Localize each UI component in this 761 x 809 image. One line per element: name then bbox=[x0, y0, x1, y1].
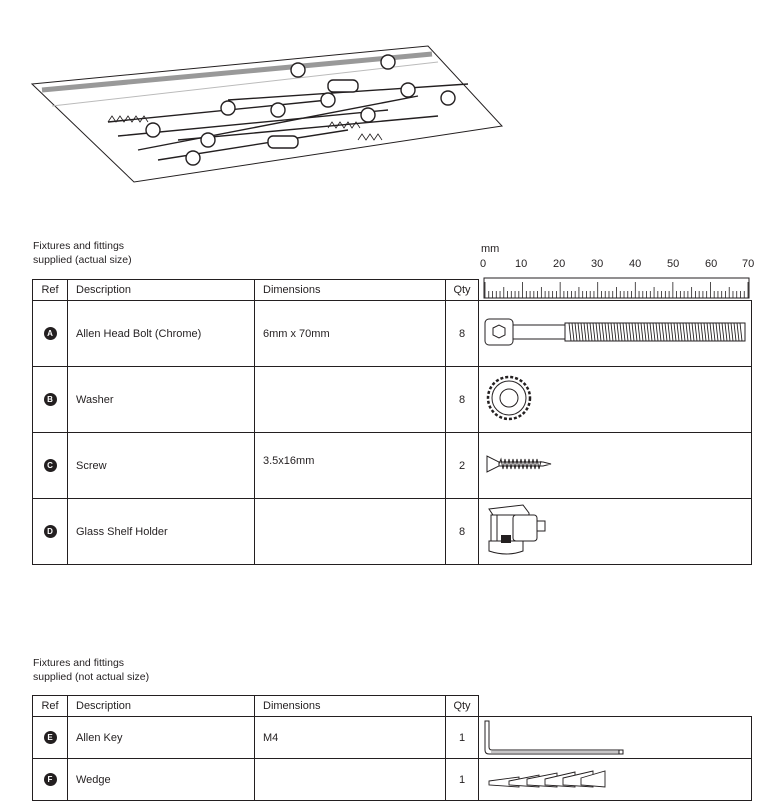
row-dimensions bbox=[255, 367, 446, 433]
header-description: Description bbox=[68, 696, 255, 717]
fittings-bag-illustration bbox=[28, 40, 508, 190]
row-description: Washer bbox=[68, 367, 255, 433]
row-description: Allen Key bbox=[68, 717, 255, 759]
ruler-tick-label: 40 bbox=[629, 258, 642, 270]
row-qty: 8 bbox=[446, 499, 479, 565]
ref-badge-f: F bbox=[44, 773, 57, 786]
header-ref: Ref bbox=[33, 696, 68, 717]
table-row bbox=[33, 367, 752, 433]
section1-title-line2: supplied (actual size) bbox=[33, 254, 132, 266]
section2-title-line1: Fixtures and fittings bbox=[33, 657, 125, 669]
row-description: Allen Head Bolt (Chrome) bbox=[68, 301, 255, 367]
allen-key-icon bbox=[479, 717, 751, 755]
table-row bbox=[33, 433, 752, 499]
ref-badge-c: C bbox=[44, 459, 57, 472]
ruler-tick-label: 30 bbox=[591, 258, 604, 270]
table-row bbox=[33, 759, 752, 801]
row-dimensions: M4 bbox=[255, 717, 446, 759]
ruler-tick-label: 0 bbox=[480, 258, 487, 270]
header-ruler-cell bbox=[479, 280, 752, 301]
ruler-tick-label: 50 bbox=[667, 258, 680, 270]
header-qty: Qty bbox=[446, 280, 479, 301]
ruler-tick-label: 70 bbox=[742, 258, 755, 270]
row-qty: 1 bbox=[446, 717, 479, 759]
table-row bbox=[33, 499, 752, 565]
allen-bolt-icon bbox=[479, 301, 751, 363]
header-ref: Ref bbox=[33, 280, 68, 301]
table-row bbox=[33, 717, 752, 759]
ref-badge-a: A bbox=[44, 327, 57, 340]
ref-badge-d: D bbox=[44, 525, 57, 538]
section1-title-line1: Fixtures and fittings bbox=[33, 240, 125, 252]
row-dimensions bbox=[255, 499, 446, 565]
section2-title-line2: supplied (not actual size) bbox=[33, 671, 150, 683]
header-blank-cell bbox=[479, 696, 752, 717]
ruler-tick-label: 60 bbox=[705, 258, 718, 270]
ruler-labels bbox=[480, 258, 755, 272]
ref-badge-b: B bbox=[44, 393, 57, 406]
wedge-icon bbox=[479, 759, 751, 797]
row-dimensions bbox=[255, 759, 446, 801]
header-dimensions: Dimensions bbox=[255, 696, 446, 717]
row-description: Screw bbox=[68, 433, 255, 499]
header-description: Description bbox=[68, 280, 255, 301]
ref-badge-e: E bbox=[44, 731, 57, 744]
ruler-tick-label: 10 bbox=[515, 258, 528, 270]
fittings-actual-size-table bbox=[32, 279, 752, 565]
table-row bbox=[33, 301, 752, 367]
shelf-holder-icon bbox=[479, 499, 751, 561]
row-description: Wedge bbox=[68, 759, 255, 801]
section2-title bbox=[33, 656, 149, 684]
row-qty: 8 bbox=[446, 301, 479, 367]
table-header-row bbox=[33, 696, 752, 717]
row-qty: 1 bbox=[446, 759, 479, 801]
header-qty: Qty bbox=[446, 696, 479, 717]
header-dimensions: Dimensions bbox=[255, 280, 446, 301]
table-header-row bbox=[33, 280, 752, 301]
section1-title bbox=[33, 239, 132, 267]
row-dimensions: 6mm x 70mm bbox=[255, 301, 446, 367]
row-dimensions: 3.5x16mm bbox=[255, 433, 446, 499]
washer-icon bbox=[479, 367, 751, 429]
row-qty: 8 bbox=[446, 367, 479, 433]
ruler-unit: mm bbox=[481, 243, 500, 255]
row-description: Glass Shelf Holder bbox=[68, 499, 255, 565]
ruler-tick-label: 20 bbox=[553, 258, 566, 270]
screw-icon bbox=[479, 433, 751, 495]
row-qty: 2 bbox=[446, 433, 479, 499]
fittings-not-actual-size-table bbox=[32, 695, 752, 801]
